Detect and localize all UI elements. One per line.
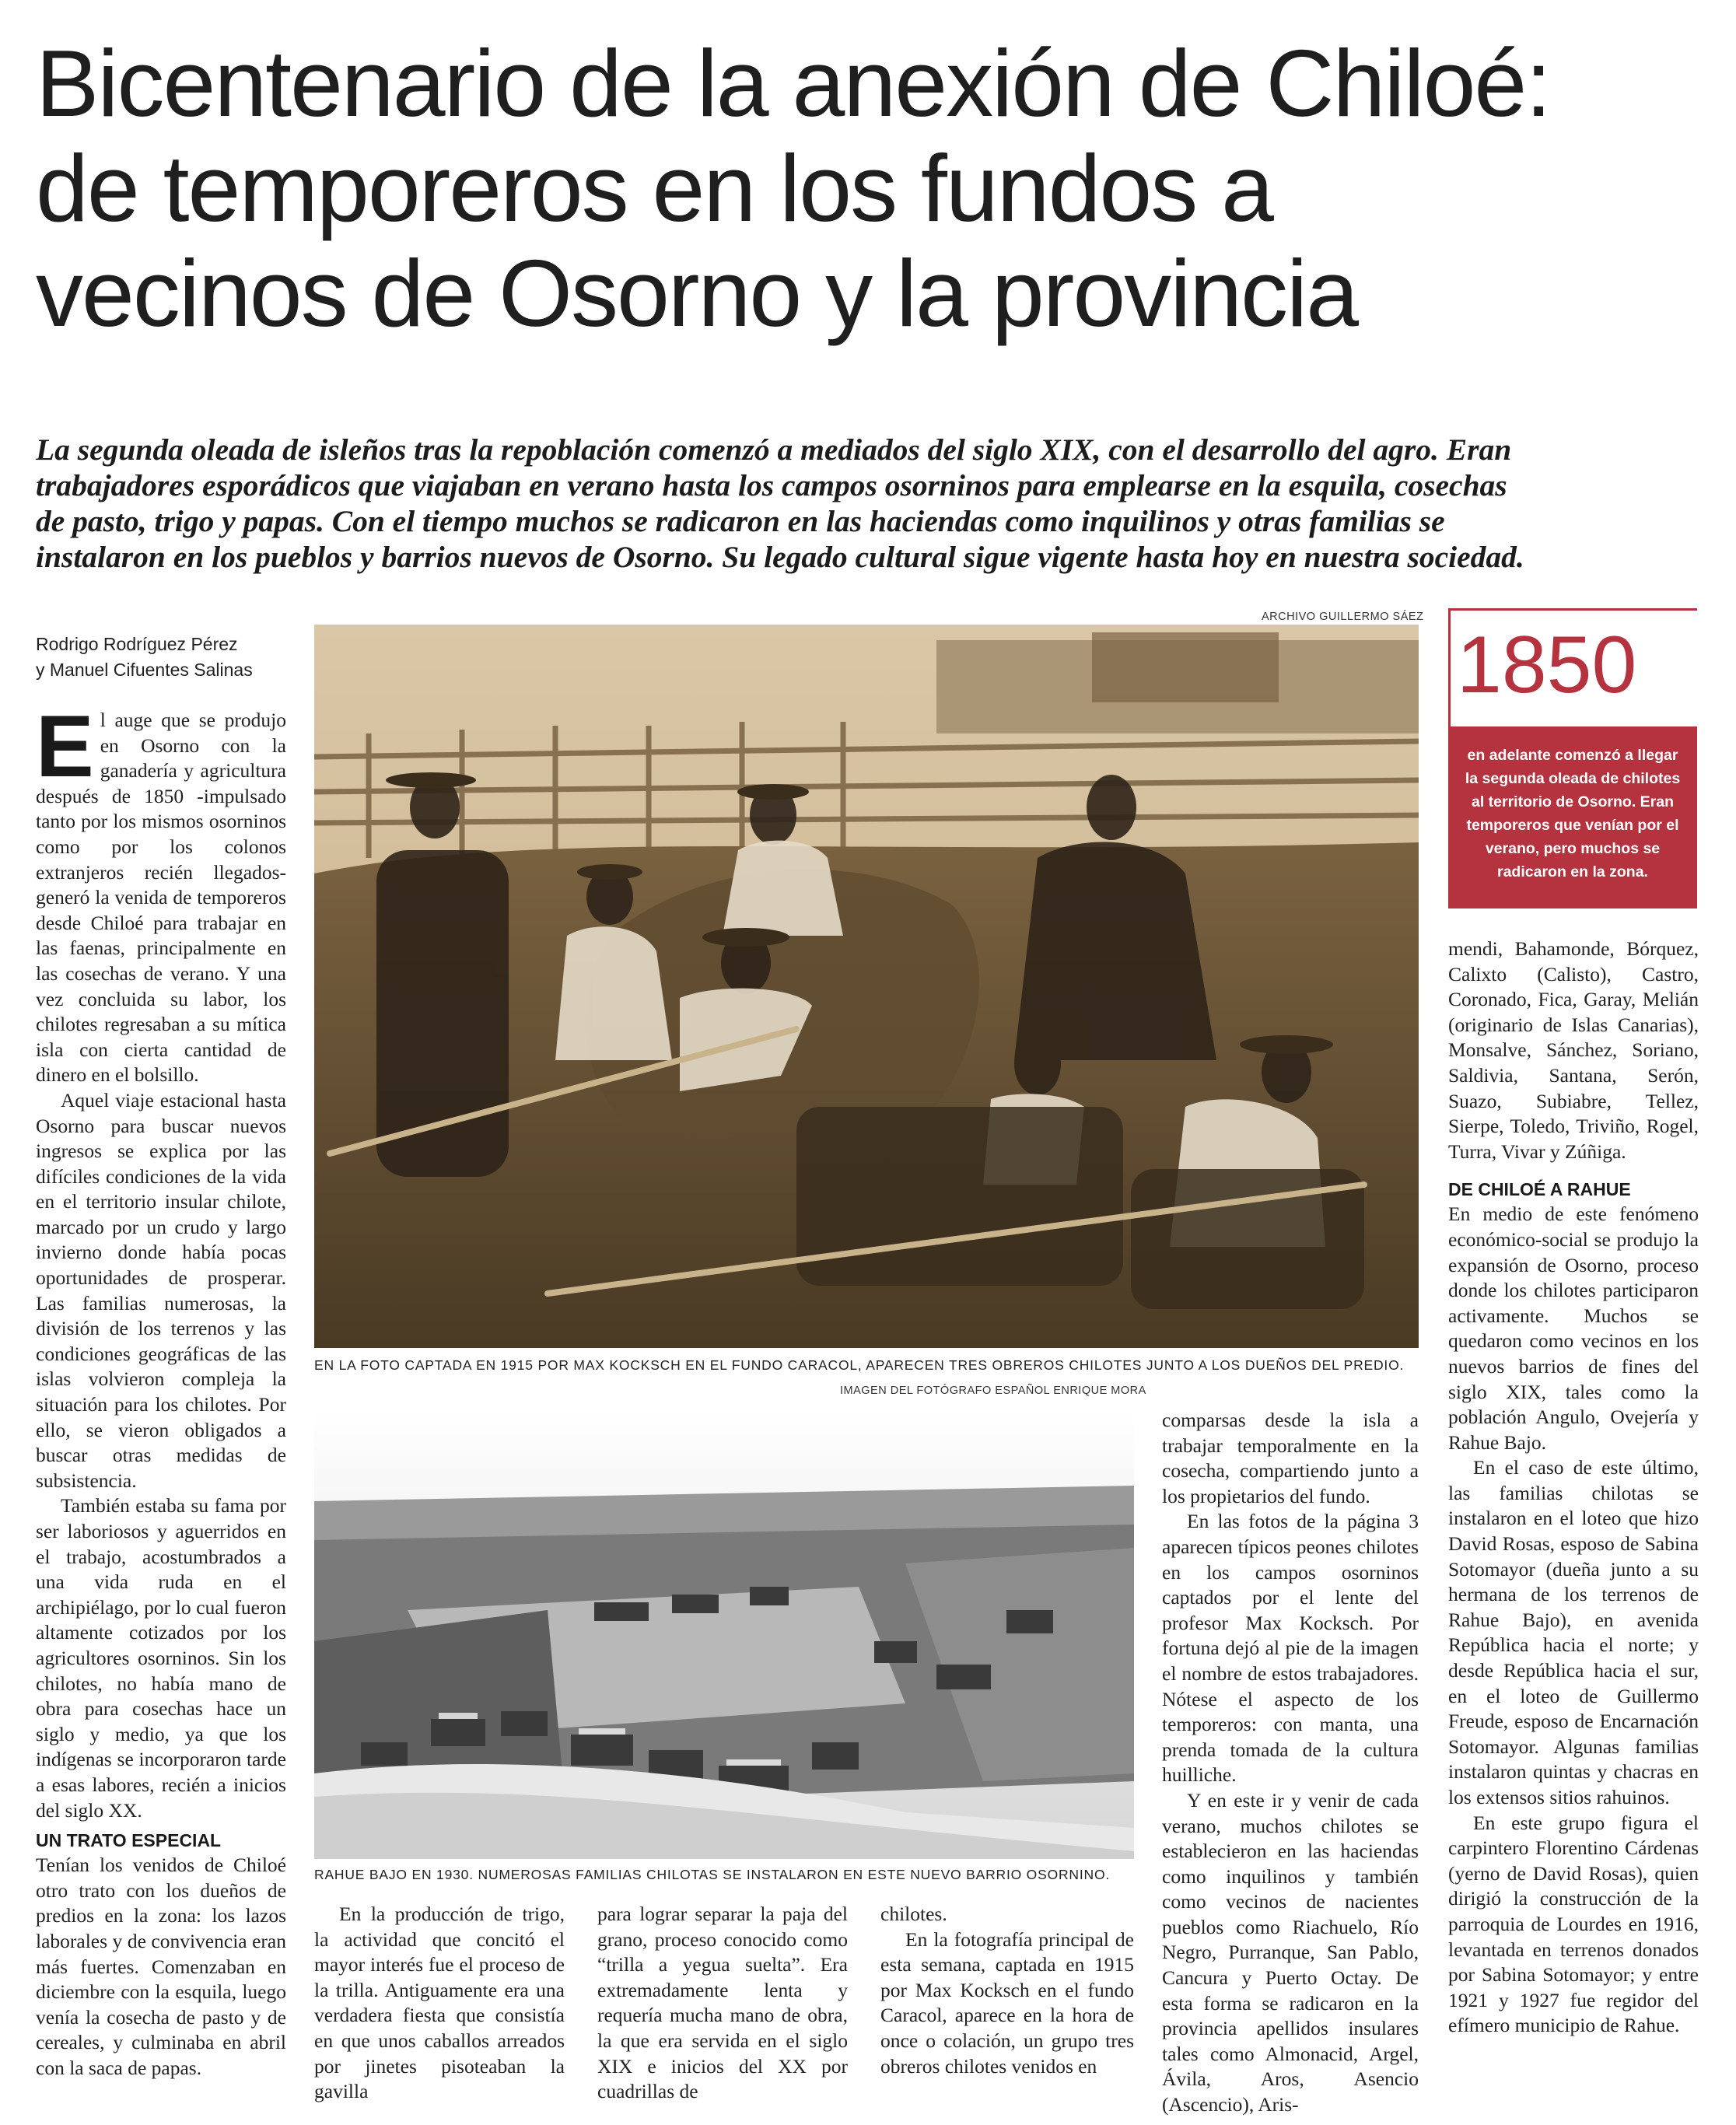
rahue-bajo-panorama-photo (314, 1408, 1134, 1859)
deck-line: de pasto, trigo y papas. Con el tiempo muchos se radicaron en las haciendas como inquilinos y otras familias se (36, 504, 1445, 538)
headline-line: vecinos de Osorno y la provincia (36, 240, 1358, 346)
deck-line: instalaron en los pueblos y barrios nuevos de Osorno. Su legado cultural sigue vigente hasta hoy en nuestra sociedad. (36, 540, 1524, 574)
paragraph (36, 698, 286, 1088)
paragraph: En medio de este fenómeno económico-social se produjo la expansión de Osorno, proceso donde los chilotes participaron activamente. Muchos se quedaron como vecinos en los nuevos barrios de fines del siglo XIX, tales como la población Angulo, Ovejería y Rahue Bajo. (1448, 1203, 1699, 1454)
article-column-6 (1448, 936, 1699, 2039)
paragraph: Tenían los venidos de Chiloé otro trato con los dueños de predios en la zona: los lazos laborales y de convivencia eran más fuertes. Comenzaban en diciembre con la esquila, luego venía la cosecha de pasto y de cereales, y culminaba en abril con la saca de papas. (36, 1854, 286, 2079)
article-column-5 (1162, 1408, 1419, 2118)
paragraph: Y en este ir y venir de cada verano, muchos chilotes se establecieron en las haciendas como inquilinos y también como vecinos de nacientes pueblos como Riachuelo, Río Negro, Purranque, San Pablo, Cancura y Puerto Octay. De esta forma se radicaron en la provincia apellidos insulares tales como Almonacid, Argel, Ávila, Aros, Asencio (Ascencio), Aris- (1162, 1788, 1419, 2116)
drop-cap: E (36, 698, 94, 795)
article-column-2 (314, 1902, 565, 2105)
paragraph: En el caso de este último, las familias chilotas se instalaron en el loteo que hizo David Rosas, esposo de Sabina Sotomayor (dueña junto a su hermana de los terrenos de Rahue Bajo), en avenida República hacia el norte; y desde República hacia el sur, en el loteo de Guillermo Freude, esposo de Encarnación Sotomayor. Algunas familias instalaron quintas y chacras en los extensos sitios rahuinos. (1448, 1456, 1699, 1808)
paragraph: chilotes. (880, 1903, 947, 1925)
photo-credit: ARCHIVO GUILLERMO SÁEZ (1262, 611, 1424, 623)
paragraph: Aquel viaje estacional hasta Osorno para buscar nuevos ingresos se explica por las difíciles condiciones de la vida en el territorio insular chilote, marcado por un crudo y largo invierno donde había pocas oportunidades de prosperar. Las familias numerosas, la división de los terrenos y las condiciones geográficas de las islas volvieron compleja la situación para los chilotes. Por ello, se vieron obligados a buscar otras medidas de subsistencia. (36, 1088, 286, 1492)
paragraph: mendi, Bahamonde, Bórquez, Calixto (Calisto), Castro, Coronado, Fica, Garay, Melián (originario de Islas Canarias), Monsalve, Sánchez, Soriano, Saldivia, Santana, Serón, Suazo, Subiabre, Tellez, Sierpe, Toledo, Triviño, Rogel, Turra, Vivar y Zúñiga. (1448, 937, 1699, 1163)
section-subhead: DE CHILOÉ A RAHUE (1448, 1179, 1631, 1200)
byline-author: Rodrigo Rodríguez Pérez (36, 634, 238, 654)
paragraph: comparsas desde la isla a trabajar temporalmente en la cosecha, compartiendo junto a los propietarios del fundo. (1162, 1409, 1419, 1507)
secondary-photo (314, 1408, 1134, 1859)
byline (36, 632, 253, 683)
sidebar-line: en adelante comenzó a llegar (1467, 747, 1678, 764)
secondary-photo-caption: RAHUE BAJO EN 1930. NUMEROSAS FAMILIAS CHILOTAS SE INSTALARON EN ESTE NUEVO BARRIO OSORNINO. (314, 1867, 1111, 1882)
sidebar-text (1448, 726, 1697, 908)
sidebar-line: al territorio de Osorno. Eran (1471, 793, 1675, 810)
paragraph-text: l auge que se produjo en Osorno con la ganadería y agricultura después de 1850 -impulsado tanto por los mismos osorninos como por los colonos extranjeros recién llegados- generó la venida de temporeros desde Chiloé para trabajar en las faenas, principalmente en las cosechas de verano. Y una vez concluida su labor, los chilotes regresaban a su mítica isla con cierta cantidad de dinero en el bolsillo. (36, 709, 286, 1087)
deck-line: La segunda oleada de isleños tras la repoblación comenzó a mediados del siglo XIX, con el desarrollo del agro. Eran (36, 432, 1512, 467)
paragraph: En la fotografía principal de esta semana, captada en 1915 por Max Kocksch en el fundo Caracol, aparece en la hora de once o colación, un grupo tres obreros chilotes venidos en (880, 1927, 1134, 2078)
headline (36, 31, 1708, 346)
sidebar-year: 1850 (1448, 608, 1697, 726)
paragraph: para lograr separar la paja del grano, proceso conocido como “trilla a yegua suelta”. Era extremadamente lenta y requería mucha mano de obra, la que era servida en el siglo XIX e inicios del XX por cuadrillas de (597, 1903, 848, 2103)
article-column-4 (880, 1902, 1134, 2079)
paragraph: En la producción de trigo, la actividad que concitó el mayor interés fue el proceso de la trilla. Antiguamente era una verdadera fiesta que consistía en que unos caballos arreados por jinetes pisoteaban la gavilla (314, 1903, 565, 2103)
deck-line: trabajadores esporádicos que viajaban en verano hasta los campos osorninos para emplearse en la esquila, cosechas (36, 468, 1507, 502)
main-photo (314, 625, 1419, 1348)
photo-credit: IMAGEN DEL FOTÓGRAFO ESPAÑOL ENRIQUE MORA (840, 1385, 1146, 1397)
headline-line: Bicentenario de la anexión de Chiloé: (36, 30, 1551, 136)
sidebar-line: verano, pero muchos se (1485, 840, 1661, 857)
sidebar-line: radicaron en la zona. (1497, 863, 1648, 880)
article-column-3 (597, 1902, 848, 2105)
sidebar-fact-box (1448, 608, 1697, 908)
sidebar-line: la segunda oleada de chilotes (1465, 770, 1681, 787)
section-subhead: UN TRATO ESPECIAL (36, 1830, 222, 1851)
paragraph: En las fotos de la página 3 aparecen típicos peones chilotes en los campos osorninos captados por el lente del profesor Max Kocksch. Por fortuna dejó al pie de la imagen el nombre de estos trabajadores. Nótese el aspecto de los temporeros: con manta, una prenda tomada de la cultura huilliche. (1162, 1510, 1419, 1787)
sidebar-line: temporeros que venían por el (1466, 817, 1679, 834)
historic-farm-photo (314, 625, 1419, 1348)
paragraph: En este grupo figura el carpintero Florentino Cárdenas (yerno de David Rosas), quien dirigió la construcción de la parroquia de Lourdes en 1916, levantada en terrenos donados por Sabina Sotomayor; y entre 1921 y 1927 fue regidor del efímero municipio de Rahue. (1448, 1811, 1699, 2037)
byline-author: y Manuel Cifuentes Salinas (36, 660, 253, 680)
headline-line: de temporeros en los fundos a (36, 135, 1273, 241)
article-column-1 (36, 698, 286, 2081)
deck-summary (36, 432, 1708, 575)
paragraph: También estaba su fama por ser laboriosos y aguerridos en el trabajo, acostumbrados a una vida ruda en el archipiélago, por lo cual fueron altamente cotizados por los agricultores osorninos. Sin los chilotes, no había mano de obra para cosechas hace un siglo y medio, ya que los indígenas se incorporaron tarde a esas labores, recién a inicios del siglo XX. (36, 1494, 286, 1822)
main-photo-caption: EN LA FOTO CAPTADA EN 1915 POR MAX KOCKSCH EN EL FUNDO CARACOL, APARECEN TRES OBREROS CHILOTES JUNTO A LOS DUEÑOS DEL PREDIO. (314, 1357, 1405, 1373)
